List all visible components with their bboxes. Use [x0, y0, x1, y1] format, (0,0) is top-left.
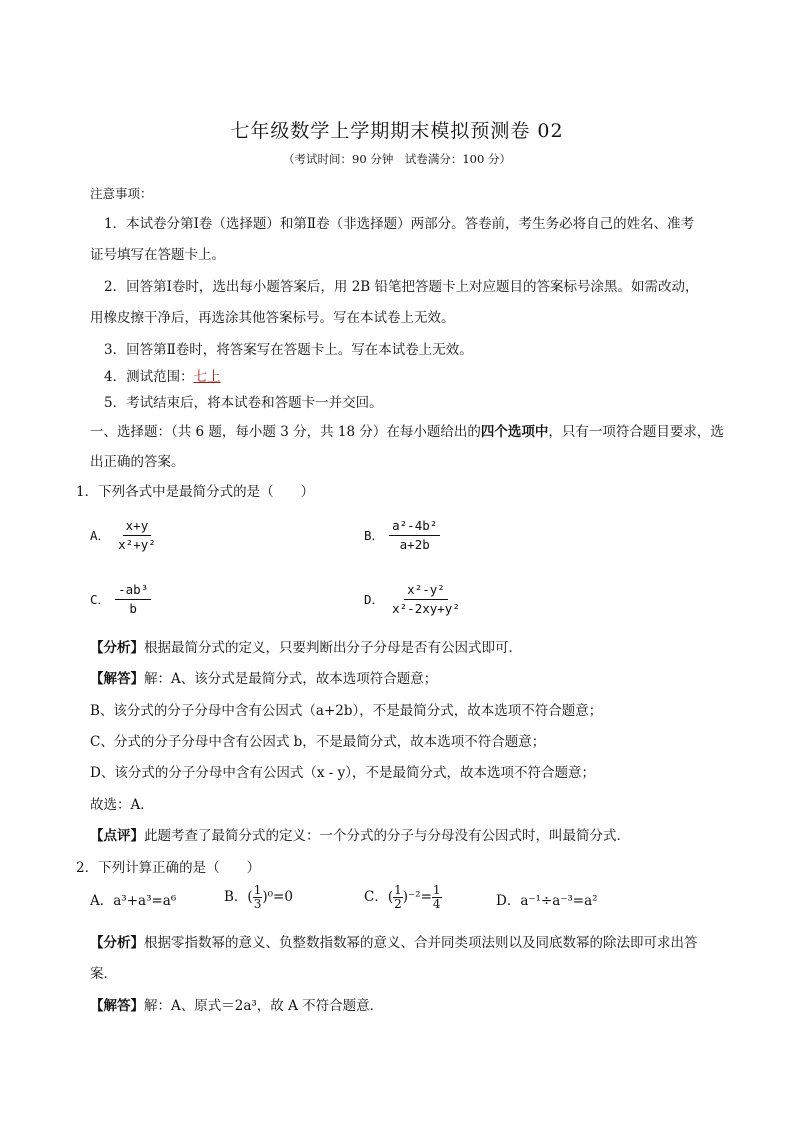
paren-open: (: [247, 889, 253, 905]
numerator: 1: [432, 883, 441, 897]
analysis-tag: 【分析】: [90, 935, 144, 951]
numerator: x²-y²: [404, 582, 448, 600]
notice-heading: 注意事项：: [90, 186, 153, 201]
q1-answer-line1: [90, 669, 437, 689]
q1-option-d: [364, 582, 463, 617]
q1-answer-line4: D、该分式的分子分母中含有公因式（x - y），不是最简分式，故本选项不符合题意；: [90, 765, 595, 781]
denominator: 4: [432, 897, 441, 911]
denominator: 2: [394, 897, 402, 911]
option-label: B．: [224, 889, 248, 905]
q1-answer-line3: C、分式的分子分母中含有公因式 b，不是最简分式，故本选项不符合题意；: [90, 734, 546, 750]
section-1-text-bold: 四个选项中: [480, 424, 549, 440]
q1-option-a: [90, 518, 159, 553]
option-label: C．: [364, 889, 388, 905]
section-1-heading-line1: [90, 422, 724, 442]
comment-tag: 【点评】: [90, 828, 144, 844]
notice-item-5: 5．考试结束后，将本试卷和答题卡一并交回。: [104, 395, 383, 411]
answer-text: 解：A、该分式是最简分式，故本选项符合题意；: [144, 671, 438, 687]
q1-stem: 1．下列各式中是最简分式的是（ ）: [76, 484, 315, 500]
option-label: A．: [90, 528, 111, 543]
section-1-text-a: 一、选择题：（共 6 题，每小题 3 分，共 18 分）在每小题给出的: [90, 424, 481, 440]
exam-info: （考试时间：90 分钟 试卷满分：100 分）: [283, 152, 511, 166]
option-label: C．: [90, 592, 111, 607]
notice-item-4: [104, 367, 221, 387]
q1-answer-line2: B、该分式的分子分母中含有公因式（a+2b），不是最简分式，故本选项不符合题意；: [90, 703, 603, 719]
analysis-text: 根据最简分式的定义，只要判断出分子分母是否有公因式即可．: [144, 640, 522, 656]
option-label: D．: [364, 592, 385, 607]
notice-item-4-prefix: 4．测试范围：: [104, 369, 194, 385]
denominator: x²-2xy+y²: [392, 601, 460, 616]
denominator: 3: [253, 897, 262, 911]
test-range: 七上: [193, 369, 221, 385]
q2-option-a: A．a³+a³=a⁶: [90, 893, 177, 909]
answer-tag: 【解答】: [90, 671, 144, 687]
expression-rest: )⁰=0: [262, 889, 293, 905]
notice-item-3: 3．回答第Ⅱ卷时，将答案写在答题卡上。写在本试卷上无效。: [104, 342, 473, 358]
q2-option-b-fraction: [253, 884, 263, 911]
q1-option-c: [90, 582, 151, 617]
q2-analysis-line2: 案．: [90, 966, 117, 982]
notice-item-2-line1: 2．回答第Ⅰ卷时，选出每小题答案后，用 2B 铅笔把答题卡上对应题目的答案标号涂黑。如需改动，: [104, 279, 699, 295]
answer-text: 解：A、原式＝2a³，故 A 不符合题意．: [144, 998, 384, 1014]
q2-analysis-line1: [90, 933, 698, 953]
q1-option-d-fraction: [389, 582, 463, 617]
denominator: x²+y²: [118, 537, 156, 552]
expression-rest: )⁻²=: [402, 889, 432, 905]
paren-open: (: [387, 889, 394, 905]
notice-item-2-line2: 用橡皮擦干净后，再选涂其他答案标号。写在本试卷上无效。: [90, 310, 455, 326]
q2-option-c: [364, 884, 442, 911]
q2-answer: [90, 996, 383, 1016]
denominator: b: [129, 601, 137, 616]
numerator: 1: [394, 883, 402, 897]
option-label: B．: [364, 528, 385, 543]
section-1-heading-line2: 出正确的答案。: [90, 454, 185, 470]
q1-option-a-fraction: [115, 518, 159, 553]
section-1-text-c: ，只有一项符合题目要求，选: [548, 424, 724, 440]
notice-item-1-line1: 1．本试卷分第Ⅰ卷（选择题）和第Ⅱ卷（非选择题）两部分。答卷前，考生务必将自己的姓名、准考: [104, 216, 695, 232]
denominator: a+2b: [399, 537, 430, 552]
numerator: -ab³: [115, 582, 151, 600]
q1-option-c-fraction: [115, 582, 151, 617]
q1-answer-line5: 故选：A．: [90, 797, 154, 813]
q1-option-b-fraction: [389, 518, 440, 553]
q2-option-c-result-fraction: [432, 884, 442, 911]
page-title: 七年级数学上学期期末模拟预测卷 02: [230, 120, 564, 142]
answer-tag: 【解答】: [90, 998, 144, 1014]
q1-option-b: [364, 518, 440, 553]
q2-option-c-fraction: [393, 884, 403, 911]
notice-item-1-line2: 证号填写在答题卡上。: [90, 247, 225, 263]
comment-text: 此题考查了最简分式的定义：一个分式的分子与分母没有公因式时，叫最简分式．: [144, 828, 630, 844]
analysis-text: 根据零指数幂的意义、负整数指数幂的意义、合并同类项法则以及同底数幂的除法即可求出答: [144, 935, 698, 951]
q2-option-d: D．a⁻¹÷a⁻³=a²: [496, 893, 598, 909]
q2-option-b: [224, 884, 293, 911]
q2-stem: 2．下列计算正确的是（ ）: [76, 860, 261, 876]
numerator: a²-4b²: [389, 518, 440, 536]
q1-analysis: [90, 638, 522, 658]
numerator: 1: [253, 883, 262, 897]
analysis-tag: 【分析】: [90, 640, 144, 656]
q1-comment: [90, 826, 630, 846]
numerator: x+y: [123, 518, 152, 536]
